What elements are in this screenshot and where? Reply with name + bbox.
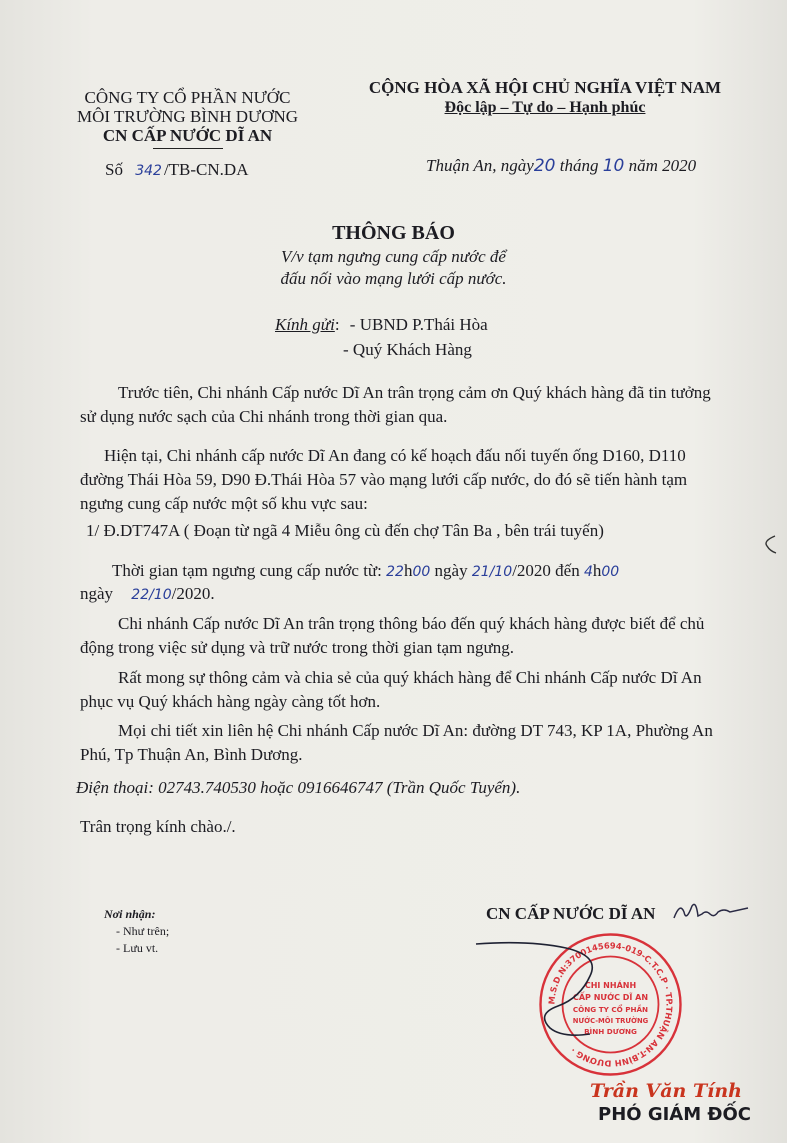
initial-signature-icon (672, 898, 750, 928)
time-from-minute: 00 (412, 564, 431, 580)
time-label: Thời gian tạm ngưng cung cấp nước từ: (112, 561, 382, 580)
stamp-line-4: NƯỚC-MÔI TRƯỜNG (572, 1017, 649, 1025)
ref-suffix: /TB-CN.DA (163, 160, 249, 179)
ref-prefix: Số (105, 160, 123, 179)
recipient-2: - Quý Khách Hàng (343, 340, 472, 359)
distribution-list (104, 906, 169, 957)
national-header (345, 78, 745, 118)
phone-line: Điện thoại: 02743.740530 hoặc 0916646747 (Trần Quốc Tuyến). (76, 778, 521, 797)
org-line-2: MÔI TRƯỜNG BÌNH DƯƠNG (76, 107, 299, 126)
time-from-h: h (403, 561, 413, 580)
place-date (426, 156, 696, 176)
stamp-line-5: BÌNH DƯƠNG (584, 1027, 637, 1036)
closing-line: Trân trọng kính chào./. (80, 817, 236, 836)
signing-unit: CN CẤP NƯỚC DĨ AN (486, 904, 656, 923)
recipients-colon: : (334, 315, 340, 334)
document-title: THÔNG BÁO (332, 222, 455, 244)
date-year: năm 2020 (628, 156, 697, 175)
time-to-hour: 4 (583, 564, 593, 580)
org-line-1: CÔNG TY CỔ PHẦN NƯỚC (84, 88, 291, 107)
subject-line-1: V/v tạm ngưng cung cấp nước để (281, 247, 506, 266)
document-subject (0, 246, 787, 290)
stamp-ring-text: M.S.D.N:3700145694-019-C.T.C.P · TP.THUẬN AN-T.BÌNH DƯƠNG · (546, 940, 675, 1069)
recipient-1: - UBND P.Thái Hòa (349, 315, 488, 334)
recipients-block (275, 312, 488, 362)
time-from-date: 21/10 (471, 564, 513, 580)
date-month: 10 (602, 156, 625, 176)
signature-scrawl-icon (470, 936, 620, 1046)
paragraph-plan: Hiện tại, Chi nhánh cấp nước Dĩ An đang có kế hoạch đấu nối tuyến ống D160, D110 đường Thái Hòa 59, D90 Đ.Thái Hòa 57 vào mạng lưới cấp nước, do đó sẽ tiến hành tạm ngưng cung cấp nước một số khu vực sau: (80, 446, 688, 513)
org-line-3: CN CẤP NƯỚC DĨ AN (102, 126, 273, 145)
time-to-minute: 00 (601, 564, 620, 580)
stamp-line-1: CHI NHÁNH (584, 981, 637, 990)
outage-end-date (80, 584, 215, 604)
paragraph-notice: Chi nhánh Cấp nước Dĩ An trân trọng thông báo đến quý khách hàng được biết để chủ động trong việc sử dụng và trữ nước trong thời gian tạm ngưng. (80, 614, 705, 657)
time-from-hour: 22 (386, 564, 404, 580)
date-day: 20 (533, 156, 556, 176)
affected-area: 1/ Đ.DT747A ( Đoạn từ ngã 4 Miễu ông cù đến chợ Tân Ba , bên trái tuyến) (86, 521, 604, 540)
recipients-label: Kính gửi (275, 315, 335, 334)
paragraph-contact: Mọi chi tiết xin liên hệ Chi nhánh Cấp nước Dĩ An: đường DT 743, KP 1A, Phường An Phú, Tp Thuận An, Bình Dương. (80, 721, 713, 764)
distribution-item-2: - Lưu vt. (116, 941, 159, 955)
time-to-day-label: ngày (80, 584, 114, 603)
header-divider (153, 148, 223, 149)
nation-line-1: CỘNG HÒA XÃ HỘI CHỦ NGHĨA VIỆT NAM (368, 78, 722, 97)
time-to-h: h (592, 561, 602, 580)
date-place: Thuận An, ngày (426, 156, 534, 175)
nation-line-2: Độc lập – Tự do – Hạnh phúc (444, 99, 646, 116)
date-month-label: tháng (559, 156, 599, 175)
stamp-line-3: CÔNG TY CỔ PHẦN (572, 1005, 649, 1014)
time-to-year: /2020. (171, 584, 215, 603)
time-from-year: /2020 đến (512, 561, 580, 580)
signer-role: PHÓ GIÁM ĐỐC (598, 1104, 751, 1125)
subject-line-2: đấu nối vào mạng lưới cấp nước. (280, 269, 507, 288)
outage-time (112, 561, 619, 581)
signer-name: Trần Văn Tính (590, 1080, 742, 1102)
pen-mark-icon (760, 533, 780, 557)
organization-header (60, 88, 315, 145)
ref-number: 342 (135, 163, 162, 179)
time-from-day-label: ngày (434, 561, 468, 580)
time-to-date: 22/10 (131, 587, 172, 603)
distribution-label: Nơi nhận: (104, 907, 156, 921)
document-number (105, 160, 248, 180)
distribution-item-1: - Như trên; (116, 924, 170, 938)
paragraph-thanks: Trước tiên, Chi nhánh Cấp nước Dĩ An trân trọng cảm ơn Quý khách hàng đã tin tưởng sử dụng nước sạch của Chi nhánh trong thời gian qua. (80, 383, 711, 426)
paragraph-apology: Rất mong sự thông cảm và chia sẻ của quý khách hàng để Chi nhánh Cấp nước Dĩ An phục vụ Quý khách hàng ngày càng tốt hơn. (80, 668, 702, 711)
stamp-line-2: CẤP NƯỚC DĨ AN (572, 993, 649, 1002)
